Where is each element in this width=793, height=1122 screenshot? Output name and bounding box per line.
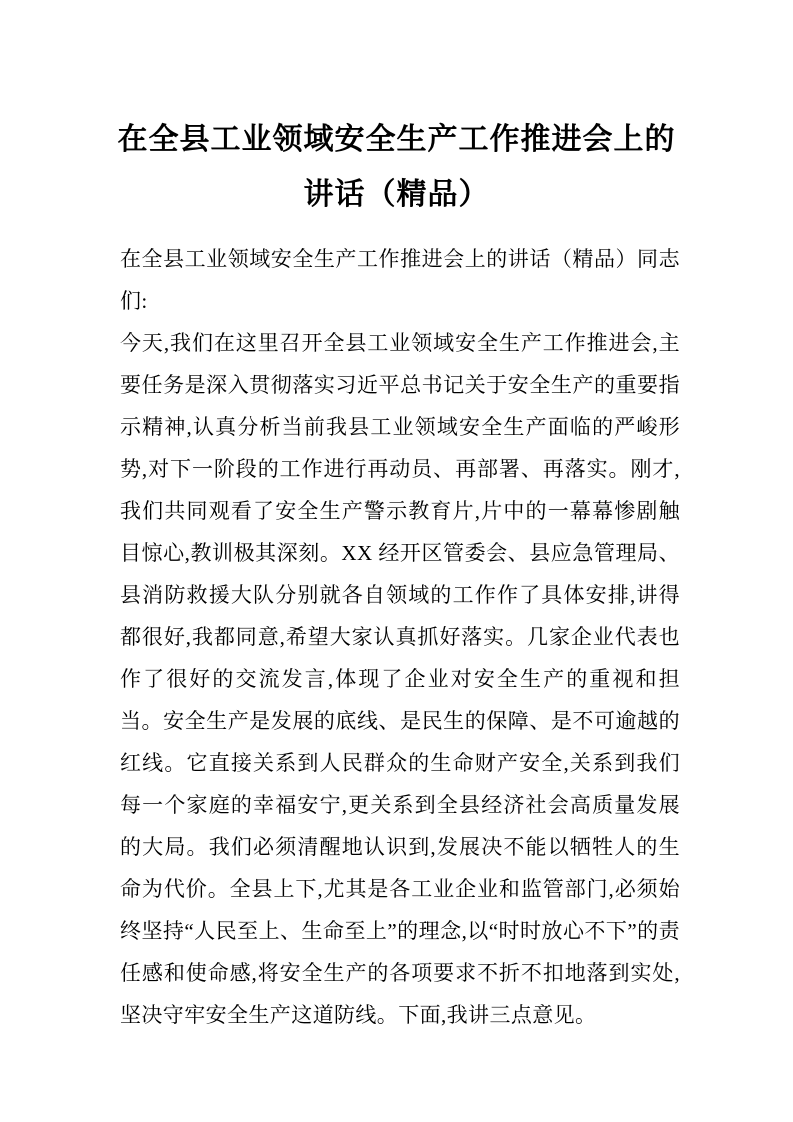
paragraph-speech-opening: 今天,我们在这里召开全县工业领域安全生产工作推进会,主要任务是深入贯彻落实习近平总书记关于安全生产的重要指示精神,认真分析当前我县工业领域安全生产面临的严峻形势,对下一阶段的工作进行再动员、再部署、再落实。刚才,我们共同观看了安全生产警示教育片,片中的一幕幕惨剧触目惊心,教训极其深刻。XX 经开区管委会、县应急管理局、县消防救援大队分别就各自领域的工作作了具体安排,讲得都很好,我都同意,希望大家认真抓好落实。几家企业代表也作了很好的交流发言,体现了企业对安全生产的重视和担当。安全生产是发展的底线、是民生的保障、是不可逾越的红线。它直接关系到人民群众的生命财产安全,关系到我们每一个家庭的幸福安宁,更关系到全县经济社会高质量发展的大局。我们必须清醒地认识到,发展决不能以牺牲人的生命为代价。全县上下,尤其是各工业企业和监管部门,必须始终坚持“人民至上、生命至上”的理念,以“时时放心不下”的责任感和使命感,将安全生产的各项要求不折不扣地落到实处,坚决守牢安全生产这道防线。下面,我讲三点意见。 bbox=[120, 331, 680, 1027]
document-body bbox=[120, 238, 680, 1036]
paragraph-salutation: 在全县工业领域安全生产工作推进会上的讲话（精品）同志们: bbox=[120, 247, 680, 313]
document-title: 在全县工业领域安全生产工作推进会上的讲话（精品） bbox=[117, 123, 676, 211]
